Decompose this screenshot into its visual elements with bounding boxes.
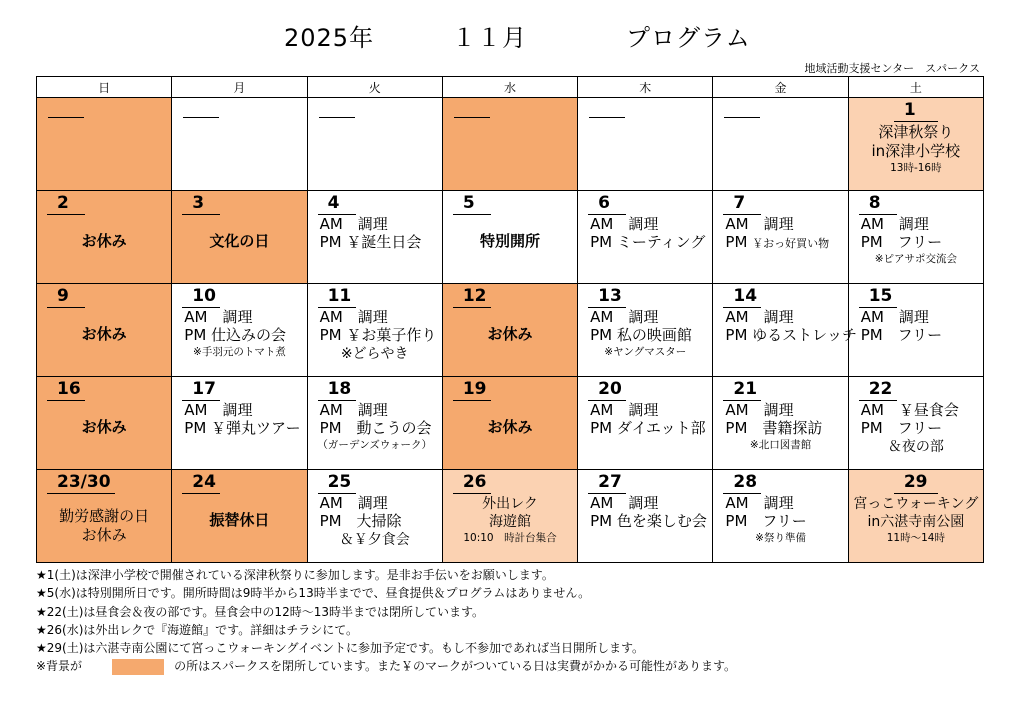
day-number: 24 [182,473,220,494]
calendar-cell-day-29 [848,470,983,563]
calendar-cell-day-28 [713,470,848,563]
calendar-cell-empty [578,98,713,191]
week-row [37,377,984,470]
event-note: 11時～14時 [886,531,945,544]
day-number: 26 [453,473,491,494]
calendar-cell-day-22 [848,377,983,470]
event-line: 海遊館 [488,513,531,530]
am-program: AM 調理 [725,493,794,512]
calendar-cell-day-7 [713,191,848,284]
page-title [0,18,1024,52]
event-line: 深津秋祭り [878,122,954,141]
day-number: 4 [318,194,356,215]
pm-program: PM 私の映画館 [590,325,692,344]
day-number: 14 [723,287,761,308]
legend-prefix: ※背景が [36,659,83,674]
day-number: 5 [453,194,491,215]
footnote: ★5(水)は特別開所日です。開所時間は9時半から13時半までで、昼食提供＆プログラムはありません。 [36,586,591,601]
weekday-mon: 月 [172,77,307,98]
day-number: 12 [453,287,491,308]
pm-program: PM ￥お菓子作り [319,325,437,344]
event-note: ※ピアサポ交流会 [874,253,957,266]
title-program: プログラム [626,24,751,52]
pm-program: PM 色を楽しむ会 [590,511,707,530]
event-note: （ガーデンズウォーク） [317,439,432,452]
event-note: ※祭り準備 [755,532,806,545]
holiday-label: 文化の日 [209,232,270,250]
calendar-cell-day-5 [442,191,577,284]
footnotes [36,566,996,676]
weekday-sun: 日 [37,77,172,98]
pm-program: PM ゆるストレッチ [725,325,858,344]
weekday-thu: 木 [578,77,713,98]
weekday-fri: 金 [713,77,848,98]
day-number: 22 [859,380,897,401]
am-program: AM 調理 [184,400,253,419]
event-note: 10:10 時計台集合 [463,531,557,544]
calendar-cell-day-19 [442,377,577,470]
pm-program: PM フリー [725,511,807,530]
am-program: AM 調理 [319,307,388,326]
footnote: ★29(土)は六湛寺南公園にて宮っこウォーキングイベントに参加予定です。もし不参加であれば当日開所します。 [36,641,645,656]
pm-program [725,234,847,251]
pm-program: PM ￥弾丸ツアー [184,418,301,437]
week-row [37,470,984,563]
closed-label: お休み [487,325,533,343]
event-line: in六湛寺南公園 [867,513,965,530]
title-year: 2025年 [284,24,375,52]
day-number: 15 [859,287,897,308]
event-note: 13時-16時 [890,162,942,175]
closed-label: お休み [81,525,127,544]
calendar-cell-day-6 [578,191,713,284]
footnote: ★26(水)は外出レクで『海遊館』です。詳細はチラシにて。 [36,622,358,637]
legend-suffix: の所はスパークスを閉所しています。また￥のマークがついている日は実費がかかる可能性があります。 [174,659,737,674]
pm-program: PM フリー [860,232,943,251]
day-number: 28 [723,473,761,494]
am-program: AM 調理 [725,214,794,233]
special-open-label: 特別開所 [479,232,540,250]
am-program: AM 調理 [725,400,794,419]
am-program: AM 調理 [860,307,929,326]
closed-label: お休み [487,418,533,436]
day-number: 1 [894,101,938,122]
closed-label: お休み [81,325,127,343]
calendar-cell-empty [172,98,307,191]
calendar-cell-day-11 [307,284,442,377]
closed-label: お休み [81,232,127,250]
am-program: AM 調理 [184,307,253,326]
weekday-tue: 火 [307,77,442,98]
calendar-cell-day-25 [307,470,442,563]
pm-program-small: ￥おっ好買い物 [752,236,830,250]
calendar-cell-day-23-30 [37,470,172,563]
pm-program: PM フリー [860,418,943,437]
empty-day-dash [589,117,625,118]
calendar-cell-day-12 [442,284,577,377]
day-number: 10 [182,287,220,308]
calendar-cell-day-8 [848,191,983,284]
footnote: ★22(土)は昼食会＆夜の部です。昼食会中の12時～13時半までは閉所しています。 [36,604,485,619]
event-note: ※北口図書館 [749,439,812,452]
calendar-cell-day-4 [307,191,442,284]
week-row [37,98,984,191]
am-program: AM 調理 [725,307,794,326]
event-line: 外出レク [482,495,538,512]
day-number: 21 [723,380,761,401]
day-number: 23/30 [47,473,115,494]
legend-note [36,657,996,675]
am-program: AM 調理 [319,493,388,512]
calendar-cell-day-27 [578,470,713,563]
pm-program: PM ミーティング [590,232,706,251]
pm-program: PM フリー [860,325,943,344]
am-program: AM ￥昼食会 [860,400,959,419]
weekday-wed: 水 [442,77,577,98]
day-number: 8 [859,194,897,215]
calendar-cell-day-1 [848,98,983,191]
day-number: 16 [47,380,85,401]
calendar-cell-day-24 [172,470,307,563]
calendar-cell-day-3 [172,191,307,284]
holiday-label: 勤労感謝の日 [59,506,150,525]
calendar-cell-empty [307,98,442,191]
calendar-cell-day-14 [713,284,858,377]
title-month: １１月 [452,24,527,52]
day-number: 18 [318,380,356,401]
holiday-label: 振替休日 [209,511,270,529]
pm-program: PM ダイエット部 [590,418,706,437]
day-number: 3 [182,194,220,215]
closed-color-swatch [112,659,164,675]
weekday-header-row [37,77,984,98]
week-row [37,191,984,284]
pm-program: PM 仕込みの会 [184,325,287,344]
event-line: 宮っこウォーキング [853,495,979,512]
day-number: 2 [47,194,85,215]
empty-day-dash [454,117,490,118]
calendar-cell-day-16 [37,377,172,470]
calendar-cell-day-21 [713,377,848,470]
event-note: ※ヤングマスター [604,346,687,359]
calendar-cell-day-9 [37,284,172,377]
am-program: AM 調理 [590,214,659,233]
footnote: ★1(土)は深津小学校で開催されている深津秋祭りに参加します。是非お手伝いをお願いします。 [36,568,554,582]
calendar-cell-day-13 [578,284,713,377]
am-program: AM 調理 [590,400,659,419]
am-program: AM 調理 [590,307,659,326]
event-note: ※手羽元のトマト煮 [193,346,286,359]
calendar-cell-day-26 [442,470,577,563]
day-number: 6 [588,194,626,215]
calendar-cell-day-18 [307,377,442,470]
am-program: AM 調理 [319,214,388,233]
calendar-cell-day-17 [172,377,307,470]
day-number: 19 [453,380,491,401]
day-number: 13 [588,287,626,308]
day-number: 11 [318,287,356,308]
organization-name: 地域活動支援センター スパークス [804,62,980,75]
calendar-cell-day-20 [578,377,713,470]
empty-day-dash [724,117,760,118]
day-number: 17 [182,380,220,401]
calendar-cell-empty [37,98,172,191]
calendar-cell-day-15 [848,284,983,377]
calendar-cell-day-10 [172,284,307,377]
empty-day-dash [319,117,355,118]
pm-program: PM ￥誕生日会 [319,232,422,251]
weekday-sat: 土 [848,77,983,98]
day-number: 7 [723,194,761,215]
event-line: in深津小学校 [871,141,961,160]
pm-program: PM 動こうの会 [319,418,432,437]
day-number: 27 [588,473,626,494]
am-program: AM 調理 [590,493,659,512]
closed-label: お休み [81,418,127,436]
am-program: AM 調理 [860,214,929,233]
pm-program: PM 大掃除 [319,511,402,530]
event-extra: ＆夜の部 [887,439,944,456]
day-number: 25 [318,473,356,494]
calendar-cell-empty [713,98,848,191]
calendar-table [36,76,984,563]
pm-program: PM 書籍探訪 [725,418,823,437]
calendar-cell-empty [442,98,577,191]
pm-label: PM [725,232,748,251]
event-extra: ＆￥夕食会 [339,532,410,549]
am-program: AM 調理 [319,400,388,419]
event-extra: ※どらやき [340,346,409,363]
week-row [37,284,984,377]
empty-day-dash [183,117,219,118]
empty-day-dash [48,117,84,118]
calendar-cell-day-2 [37,191,172,284]
day-number: 20 [588,380,626,401]
day-number: 29 [894,473,938,494]
day-number: 9 [47,287,85,308]
